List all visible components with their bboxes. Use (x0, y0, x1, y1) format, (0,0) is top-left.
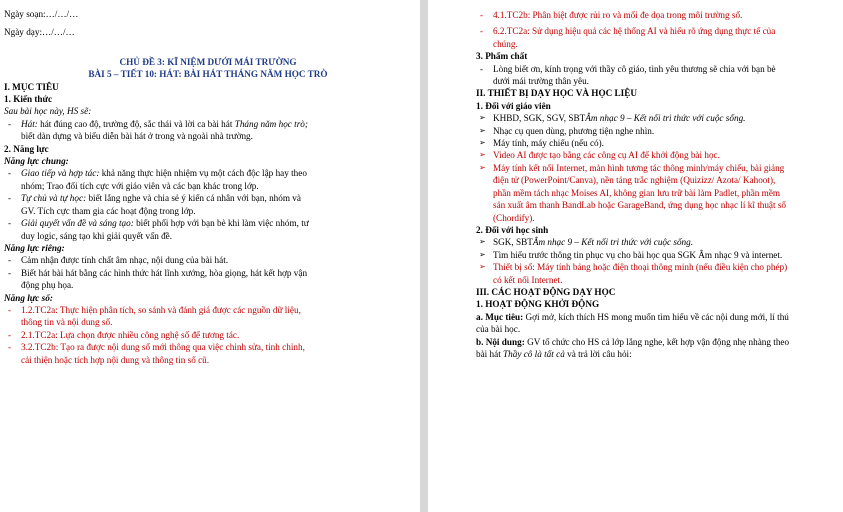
list-item-cont: GV. Tích cực tham gia các hoạt động trong lớp. (21, 205, 196, 216)
list-item: ➢ SGK, SBTÂm nhạc 9 – Kết nối tri thức với cuộc sống. (479, 237, 694, 248)
list-item-cont: duy logic, sáng tạo khi giải quyết vấn đề. (21, 230, 173, 241)
date-prepared: Ngày soạn:…/…/… (4, 9, 79, 19)
arrow-bullet-icon: ➢ (479, 249, 486, 259)
arrow-bullet-icon: ➢ (479, 162, 486, 172)
arrow-bullet-icon: ➢ (479, 113, 486, 123)
goal-text: a. Mục tiêu: Gợi mở, kích thích HS mong muốn tìm hiểu về các nội dung mới, lí thú (476, 311, 789, 322)
list-item: ➢ KHBD, SGK, SGV, SBTÂm nhạc 9 – Kết nối tri thức với cuộc sống. (479, 113, 746, 124)
subheading-general: Năng lực chung: (4, 156, 69, 167)
list-item: - Cảm nhận được tính chất âm nhạc, nội dung của bài hát. (8, 255, 229, 266)
list-item: ➢ Thiết bị số: Máy tính bảng hoặc điện thoại thông minh (nếu điều kiện cho phép) (479, 262, 788, 273)
content-text-cont: bài hát Thầy cô là tất cả và trả lời câu hỏi: (476, 348, 632, 359)
document-page-right (428, 0, 843, 512)
arrow-bullet-icon: ➢ (479, 262, 486, 272)
topic-title: CHỦ ĐỀ 3: KĨ NIỆM DƯỚI MÁI TRƯỜNG (119, 56, 297, 67)
list-item: - Tự chủ và tự học: biết lắng nghe và chia sẻ ý kiến cá nhân với bạn, nhóm và (8, 193, 301, 204)
heading-warmup: 1. HOẠT ĐỘNG KHỞI ĐỘNG (476, 299, 600, 310)
arrow-bullet-icon: ➢ (479, 237, 486, 247)
list-item: - Biết hát bài hát bằng các hình thức hát lĩnh xướng, hòa giọng, hát kết hợp vận (8, 267, 308, 278)
list-item: - 6.2.TC2a: Sử dụng hiệu quả các hệ thống AI và hiểu rõ ứng dụng thực tế của (480, 26, 776, 37)
heading-teacher: 1. Đối với giáo viên (476, 100, 551, 111)
list-item-cont: nhóm; Trao đổi tích cực với giáo viên và các bạn khác trong lớp. (21, 180, 259, 191)
heading-knowledge: 1. Kiến thức (4, 94, 53, 105)
lesson-title: BÀI 5 – TIẾT 10: HÁT: BÀI HÁT THÁNG NĂM HỌC TRÒ (88, 69, 328, 80)
section-activities: III. CÁC HOẠT ĐỘNG DẠY HỌC (476, 286, 616, 297)
date-taught: Ngày dạy:…/…/… (4, 27, 75, 38)
list-item: ➢ Video AI được tạo bằng các công cụ AI để khởi động bài học. (479, 150, 720, 161)
list-item: - Giao tiếp và hợp tác: khả năng thực hiện nhiệm vụ một cách độc lập hay theo (8, 168, 307, 179)
list-item: - Lòng biết ơn, kính trọng với thầy cô giáo, tình yêu thương sẽ chia với bạn bè (480, 63, 776, 74)
list-item-cont: điện tử (PowerPoint/Canva), nền tảng trắc nghiệm (Quizizz/ Azota/ Kahoot), (493, 175, 776, 186)
list-item: - 2.1.TC2a: Lựa chọn được nhiều công nghệ số để tương tác. (8, 329, 240, 340)
list-item: ➢ Máy tính kết nối Internet, màn hình tương tác thông minh/máy chiếu, bài giảng (479, 162, 785, 173)
list-item: ➢ Nhạc cụ quen dùng, phương tiện nghe nhìn. (479, 125, 655, 136)
heading-student: 2. Đối với học sinh (476, 224, 549, 235)
list-item: - Hát: hát đúng cao độ, trường độ, sắc thái và lời ca bài hát Tháng năm học trò; (8, 118, 308, 129)
list-item-cont: biết dàn dựng và biểu diễn bài hát ở trong và ngoài nhà trường. (21, 131, 253, 142)
arrow-bullet-icon: ➢ (479, 125, 486, 135)
arrow-bullet-icon: ➢ (479, 150, 486, 160)
section-equipment: II. THIẾT BỊ DẠY HỌC VÀ HỌC LIỆU (476, 88, 637, 99)
list-item-cont: dưới mái trường thân yêu. (493, 76, 589, 87)
section-objectives: I. MỤC TIÊU (4, 81, 59, 92)
list-item-cont: cải thiện hoặc tích hợp nội dung và thông tin số cũ. (21, 354, 210, 365)
list-item: - 4.1.TC2b: Phân biệt được rủi ro và mối đe dọa trong môi trường số. (480, 10, 743, 20)
list-item-cont: sản xuất âm thanh BandLab hoặc GarageBand, ứng dụng học nhạc lí kĩ thuật số (493, 200, 787, 211)
list-item-cont: phần mềm tách nhạc Moises AI, không gian lưu trữ bài làm Padlet, phần mềm (493, 187, 781, 198)
heading-competence: 2. Năng lực (4, 143, 49, 154)
heading-qualities: 3. Phẩm chất (476, 51, 528, 62)
list-item-cont: có kết nối Internet. (493, 274, 563, 285)
list-item: - 3.2.TC2b: Tạo ra được nội dung số mới thông qua việc chỉnh sửa, tinh chỉnh, (8, 342, 305, 353)
list-item-cont: thông tin và nội dung số. (21, 317, 113, 328)
list-item-cont: chúng. (493, 38, 518, 49)
list-item-cont: động phụ họa. (21, 280, 74, 291)
list-item: ➢ Tìm hiểu trước thông tin phục vụ cho bài học qua SGK Âm nhạc 9 và internet. (479, 249, 783, 260)
subheading-digital: Năng lực số: (4, 292, 53, 303)
subheading-specific: Năng lực riêng: (4, 242, 65, 253)
document-page-left (0, 0, 420, 512)
arrow-bullet-icon: ➢ (479, 138, 486, 148)
list-item: - Giải quyết vấn đề và sáng tạo: biết phối hợp với bạn bè khi làm việc nhóm, tư (8, 218, 309, 229)
goal-text-cont: của bài học. (476, 324, 521, 335)
intro-text: Sau bài học này, HS sẽ: (4, 106, 92, 117)
list-item-cont: (Chordify). (493, 212, 535, 223)
content-text: b. Nội dung: GV tổ chức cho HS cả lớp lắng nghe, kết hợp vận động nhẹ nhàng theo (476, 336, 790, 347)
list-item: ➢ Máy tính, máy chiếu (nếu có). (479, 138, 604, 149)
list-item: - 1.2.TC2a: Thực hiện phân tích, so sánh và đánh giá được các nguồn dữ liệu, (8, 304, 301, 315)
